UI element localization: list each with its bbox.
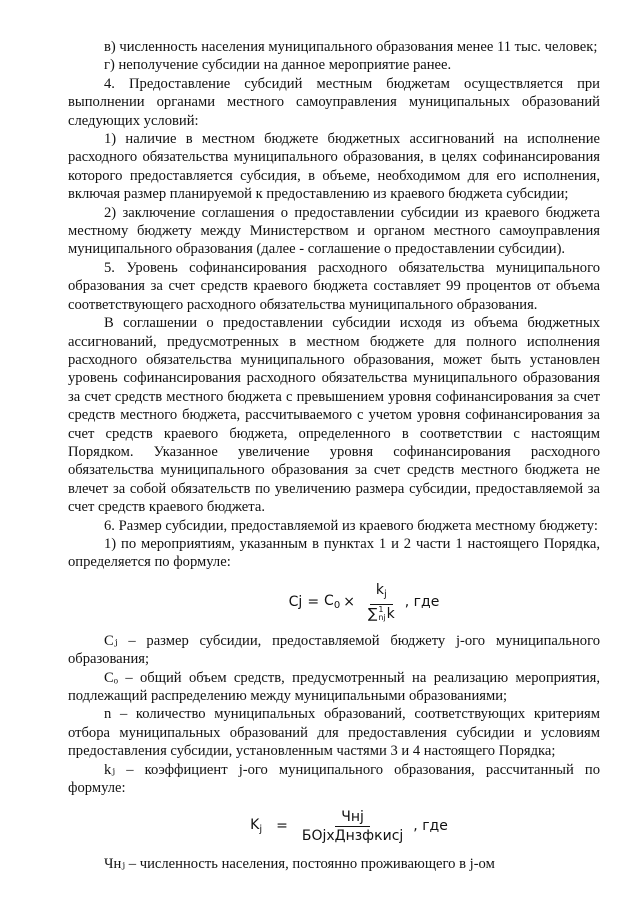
definition-kj: kⱼ – коэффициент j-ого муниципального образования, рассчитанный по формуле: [68, 761, 600, 797]
formula-times: × [343, 593, 355, 610]
formula-c0-main: C [324, 592, 334, 609]
formula-sum-top: 1 [378, 604, 384, 614]
paragraph-v: в) численность населения муниципального образования менее 11 тыс. человек; [104, 39, 598, 55]
formula-sum-limits [378, 606, 385, 622]
definition-cj: Cⱼ – размер субсидии, предоставляемой бюджету j-ого муниципального образования; [68, 632, 600, 668]
paragraph-5-agreement: В соглашении о предоставлении субсидии исходя из объема бюджетных ассигнований, предусмотренных в местном бюджете для полного исполнения расходного обязательства муниципального образования, может быть установлен уровень софинансирования расходного обязательства муниципального образования за счет средств местного бюджета с превышением уровня софинансирования за счет средств местного бюджета, рассчитываемого с учетом уровня софинансирования за счет средств краевого бюджета, определенного в соответствии с настоящим Порядком. Указанное увеличение уровня софинансирования расходного обязательства муниципального образования за счет средств местного бюджета не влечет за собой обязательств по увеличению размера субсидии, предоставляемой за счет средств краевого бюджета. [68, 315, 600, 516]
formula-sum-bottom: nj [378, 612, 386, 622]
paragraph-6-1: 1) по мероприятиям, указанным в пунктах 1 и 2 части 1 настоящего Порядка, определяется по формуле: [68, 535, 600, 571]
formula2-denominator: БОjхДнзфкисj [301, 827, 404, 844]
formula-den-main: k [386, 605, 395, 622]
definition-chn: Чнⱼ – численность населения, постоянно проживающего в j-ом [104, 856, 495, 873]
formula-lhs: Cj [288, 593, 303, 610]
formula-numerator [370, 582, 393, 605]
formula-c0-sub: 0 [333, 599, 341, 611]
formula-sum-sign: ∑ [367, 605, 378, 622]
formula2-lhs-main: K [250, 817, 260, 834]
formula2-lhs [250, 817, 262, 835]
formula-fraction [362, 582, 401, 622]
formula-equals: = [307, 593, 320, 610]
paragraph-6: 6. Размер субсидии, предоставляемой из краевого бюджета местному бюджету: [104, 517, 598, 534]
formula2-numerator: Чнj [335, 809, 370, 827]
paragraph-4-1: 1) наличие в местном бюджете бюджетных ассигнований на исполнение расходного обязательства муниципального образования, в целях софинансирования которого предоставляется субсидия, в объеме, необходимом для его исполнения, включая размер планируемой к предоставлению из краевого бюджета субсидии; [68, 131, 600, 203]
formula-c0 [324, 593, 340, 611]
paragraph-5: 5. Уровень софинансирования расходного обязательства муниципального образования за счет средств краевого бюджета составляет 99 процентов от объема соответствующего расходного обязательства муниципального образования. [68, 259, 600, 313]
paragraph-4-2: 2) заключение соглашения о предоставлении субсидии из краевого бюджета местному бюджету между Министерством и органом местного самоуправления муниципального образования (далее - соглашение о предоставлении субсидии). [68, 204, 600, 258]
paragraph-4: 4. Предоставление субсидий местным бюджетам осуществляется при выполнении органами местного самоуправления муниципальных образований следующих условий: [68, 75, 600, 129]
formula2-lhs-sub: j [259, 824, 263, 836]
paragraph-g: г) неполучение субсидии на данное мероприятие ранее. [104, 57, 452, 74]
formula-denominator [362, 605, 401, 622]
subsidy-formula [128, 572, 600, 632]
formula2-equals: = [276, 818, 288, 835]
formula-num-main: k [375, 581, 385, 598]
formula2-suffix: , где [413, 818, 448, 835]
formula-num-sub: j [384, 588, 387, 600]
definition-co: Cₒ – общий объем средств, предусмотренный на реализацию мероприятия, подлежащий распределению между муниципальными образованиями; [68, 669, 600, 704]
coefficient-formula [98, 797, 600, 855]
formula-suffix: , где [404, 593, 440, 610]
definition-n: n – количество муниципальных образований, соответствующих критериям отбора муниципальных образований для предоставления субсидии и условиям предоставления субсидии, установленным частями 3 и 4 настоящего Порядка; [68, 706, 600, 760]
document-page [68, 38, 600, 874]
formula2-fraction [296, 809, 409, 844]
